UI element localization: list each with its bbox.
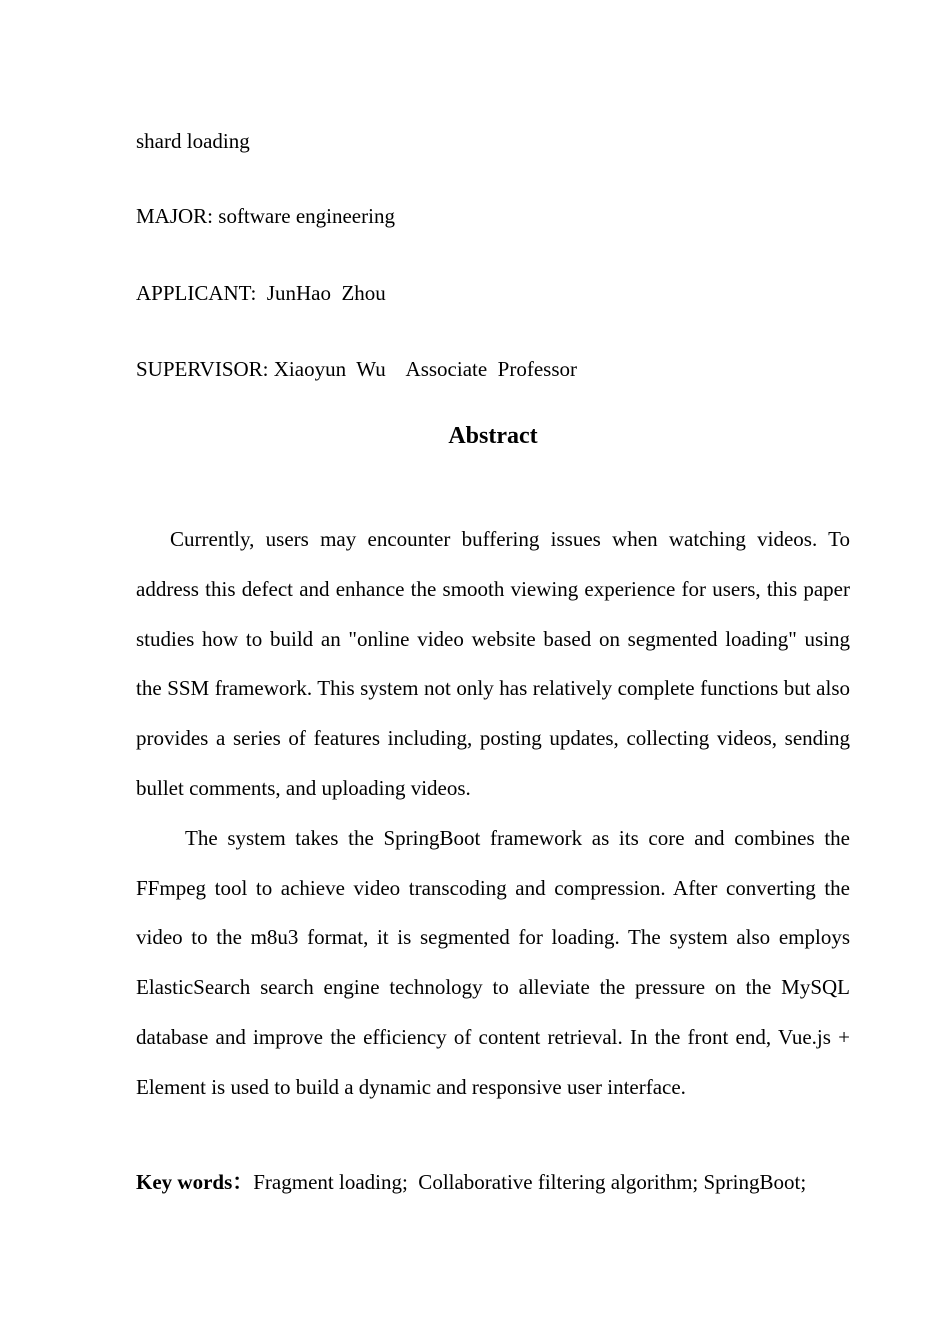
abstract-paragraph: Currently, users may encounter buffering issues when watching videos. To address this defect and enhance the smooth viewing experience for users, this paper studies how to build an "online video website based on segmented loading" using the SSM framework. This system not only has relatively complete functions but also provides a series of features including, posting updates, collecting videos, sending bullet comments, and uploading videos. bbox=[136, 527, 850, 800]
title-continuation: shard loading bbox=[136, 129, 250, 153]
major-line: MAJOR: software engineering bbox=[136, 204, 395, 228]
supervisor-line: SUPERVISOR: Xiaoyun Wu Associate Professor bbox=[136, 357, 577, 381]
keywords-text: Fragment loading; Collaborative filtering algorithm; SpringBoot; bbox=[253, 1170, 807, 1194]
abstract-body bbox=[136, 515, 850, 1113]
abstract-paragraph: The system takes the SpringBoot framework as its core and combines the FFmpeg tool to achieve video transcoding and compression. After converting the video to the m8u3 format, it is segmented for loading. The system also employs ElasticSearch search engine technology to alleviate the pressure on the MySQL database and improve the efficiency of content retrieval. In the front end, Vue.js + Element is used to build a dynamic and responsive user interface. bbox=[136, 825, 850, 1099]
keywords-line bbox=[136, 1168, 850, 1196]
keywords-label: Key words： bbox=[136, 1170, 254, 1194]
applicant-line: APPLICANT: JunHao Zhou bbox=[136, 281, 386, 305]
abstract-heading: Abstract bbox=[448, 423, 538, 449]
